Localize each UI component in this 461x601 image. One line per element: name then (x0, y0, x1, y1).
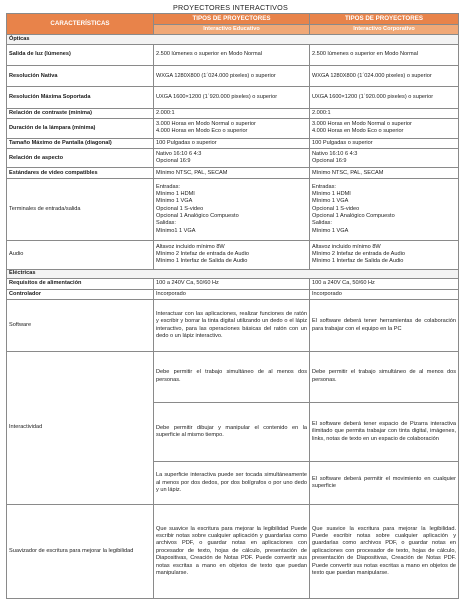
cell-line: Nativo 16:10 6 4:3 (156, 150, 202, 157)
cell-corporativo: 2.500 lúmenes o superior en Modo Normal (310, 44, 459, 65)
cell-educativo: Interactuar con las aplicaciones, realizar funciones de ratón y escribir y borrar la tinta digital utilizando un dedo o el lápiz interactivo, para las operaciones básicas del ratón con un dedo o un lápiz interactivo. (154, 300, 310, 351)
cell-line: 3.000 Horas en Modo Normal o superior (156, 121, 256, 128)
table-row (7, 279, 459, 290)
section-title-opticas: Ópticas (7, 35, 459, 45)
cell-line: Mínimo 1 VGA (312, 227, 349, 234)
table-row (7, 289, 459, 300)
cell-corporativo: Debe permitir el trabajo simultáneo de al menos dos personas. (310, 351, 459, 402)
cell-educativo: Mínimo NTSC, PAL, SECAM (154, 168, 310, 179)
cell-line: 3.000 Horas en Modo Normal o superior (312, 121, 412, 128)
row-label-salida-luz: Salida de luz (lúmenes) (7, 44, 154, 65)
cell-line: Opcional 1 Analógico Compuesto (156, 213, 239, 220)
row-label-interactividad: Interactividad (7, 351, 154, 504)
cell-educativo: Debe permitir el trabajo simultáneo de al menos dos personas. (154, 351, 310, 402)
table-row (7, 351, 459, 402)
cell-educativo: 100 a 240V Ca, 50/60 Hz (154, 279, 310, 290)
row-label-estandares: Estándares de video compatibles (7, 168, 154, 179)
table-row (7, 108, 459, 119)
cell-corporativo (310, 240, 459, 269)
cell-line: Salidas: (156, 220, 176, 227)
table-row (7, 300, 459, 351)
header-types-educativo: TIPOS DE PROYECTORES (154, 14, 310, 25)
row-label-resolucion-maxima: Resolución Máxima Soportada (7, 87, 154, 108)
cell-corporativo: UXGA 1600×1200 (1´920.000 pixeles) o superior (310, 87, 459, 108)
row-label-lampara: Duración de la lámpara (mínima) (7, 119, 154, 138)
cell-corporativo: 2.000:1 (310, 108, 459, 119)
cell-line: Opcional 1 S-video (156, 205, 204, 212)
row-label-audio: Audio (7, 240, 154, 269)
section-row-opticas (7, 35, 459, 45)
page-title: PROYECTORES INTERACTIVOS (173, 3, 288, 12)
table-row (7, 179, 459, 241)
header-types-corporativo: TIPOS DE PROYECTORES (310, 14, 459, 25)
section-row-electricas (7, 269, 459, 279)
cell-corporativo: El software deberá permitir el movimiento en cualquier superficie (310, 462, 459, 505)
cell-educativo (154, 179, 310, 241)
table-row (7, 44, 459, 65)
cell-line: Nativo 16:10 6 4:3 (312, 150, 358, 157)
cell-corporativo: Mínimo NTSC, PAL, SECAM (310, 168, 459, 179)
cell-educativo: 2.000:1 (154, 108, 310, 119)
cell-corporativo: 100 a 240V Ca, 50/60 Hz (310, 279, 459, 290)
cell-corporativo: El software deberá tener herramientas de colaboración para trabajar con el equipo en la PC (310, 300, 459, 351)
cell-line: Mínimo 1 HDMI (312, 190, 351, 197)
table-row (7, 87, 459, 108)
cell-educativo (154, 119, 310, 138)
cell-corporativo: Que suavice la escritura para mejorar la legibilidad. Puede escribir notas sobre cualquier aplicación y guardarlas como archivos PDF, o guardar notas en aplicaciones con procesador de texto, hojas de cálculo, presentación de Diapositivas, Creación de Notas PDF. Puede convertir sus notas escritas a mano en objetos de texto que puedan manipularse. (310, 505, 459, 599)
cell-line: Mínimo 1 VGA (156, 198, 193, 205)
cell-line: Entradas: (312, 183, 336, 190)
subheader-corporativo: Interactivo Corporativo (310, 24, 459, 35)
cell-line: 4.000 Horas en Modo Eco o superior (312, 128, 404, 135)
cell-corporativo: Incorporado (310, 289, 459, 300)
section-title-electricas: Eléctricas (7, 269, 459, 279)
cell-corporativo (310, 119, 459, 138)
table-row (7, 240, 459, 269)
cell-educativo (154, 240, 310, 269)
table-row (7, 149, 459, 168)
cell-line: Entradas: (156, 183, 180, 190)
cell-line: Altavoz incluido mínimo 8W (312, 243, 381, 250)
cell-corporativo: 100 Pulgadas o superior (310, 138, 459, 149)
cell-line: Mínimo 1 HDMI (156, 190, 195, 197)
cell-line: Opcional 16:9 (156, 158, 191, 165)
cell-educativo: 2.500 lúmenes o superior en Modo Normal (154, 44, 310, 65)
row-label-suavizador: Suavizador de escritura para mejorar la legibilidad (7, 505, 154, 599)
cell-line: Mínimo 1 VGA (312, 198, 349, 205)
table-row (7, 138, 459, 149)
cell-line: 4.000 Horas en Modo Eco o superior (156, 128, 248, 135)
cell-line: Mínimo 1 Interfaz de Salida de Audio (156, 258, 248, 265)
cell-line: Salidas: (312, 220, 332, 227)
table-row (7, 505, 459, 599)
cell-line: Opcional 16:9 (312, 158, 347, 165)
row-label-tamano-pantalla: Tamaño Máximo de Pantalla (diagonal) (7, 138, 154, 149)
header-characteristics: CARACTERÍSTICAS (7, 14, 154, 35)
cell-educativo: UXGA 1600×1200 (1´920.000 pixeles) o superior (154, 87, 310, 108)
cell-corporativo (310, 179, 459, 241)
cell-line: Opcional 1 S-video (312, 205, 360, 212)
row-label-software: Software (7, 300, 154, 351)
row-label-alimentacion: Requisitos de alimentación (7, 279, 154, 290)
row-label-contraste: Relación de contraste (mínima) (7, 108, 154, 119)
row-label-terminales: Terminales de entrada/salida (7, 179, 154, 241)
cell-corporativo: WXGA 1280X800 (1´024.000 pixeles) o superior (310, 66, 459, 87)
cell-corporativo (310, 149, 459, 168)
cell-line: Opcional 1 Analógico Compuesto (312, 213, 395, 220)
cell-educativo: Incorporado (154, 289, 310, 300)
cell-line: Altavoz incluido mínimo 8W (156, 243, 225, 250)
cell-educativo: Debe permitir dibujar y manipular el contenido en la superficie al mismo tiempo. (154, 402, 310, 462)
table-row (7, 119, 459, 138)
cell-corporativo: El software deberá tener espacio de Pizarra interactiva ilimitado que permita trabajar con tinta digital, imágenes, links, notas de texto en un espacio de colaboración (310, 402, 459, 462)
cell-educativo: 100 Pulgadas o superior (154, 138, 310, 149)
cell-line: Mínimo 2 Intefaz de entrada de Audio (312, 251, 405, 257)
row-label-controlador: Controlador (7, 289, 154, 300)
table-row (7, 66, 459, 87)
cell-line: Mínimo 1 Interfaz de Salida de Audio (312, 258, 404, 265)
cell-educativo: WXGA 1280X800 (1´024.000 pixeles) o superior (154, 66, 310, 87)
subheader-educativo: Interactivo Educativo (154, 24, 310, 35)
cell-educativo (154, 149, 310, 168)
row-label-resolucion-nativa: Resolución Nativa (7, 66, 154, 87)
cell-educativo: Que suavice la escritura para mejorar la legibilidad Puede escribir notas sobre cualquier aplicación y guardarlas como archivos PDF, o guardar notas en aplicaciones con procesador de texto, hojas de cálculo, presentación de Diapositivas, Creación de Notas PDF. Puede convertir sus notas escritas a mano en objetos de texto que puedan manipularse. (154, 505, 310, 599)
header-row (7, 14, 459, 25)
table-row (7, 168, 459, 179)
cell-educativo: La superficie interactiva puede ser tocada simultáneamente al menos por dos dedos, por dos bolígrafos o por uno dedo y un lápiz. (154, 462, 310, 505)
spec-table (6, 13, 459, 599)
cell-line: Mínimo 2 Intefaz de entrada de Audio (156, 251, 249, 257)
row-label-aspecto: Relación de aspecto (7, 149, 154, 168)
cell-line: Mínimo1 1 VGA (156, 227, 196, 234)
